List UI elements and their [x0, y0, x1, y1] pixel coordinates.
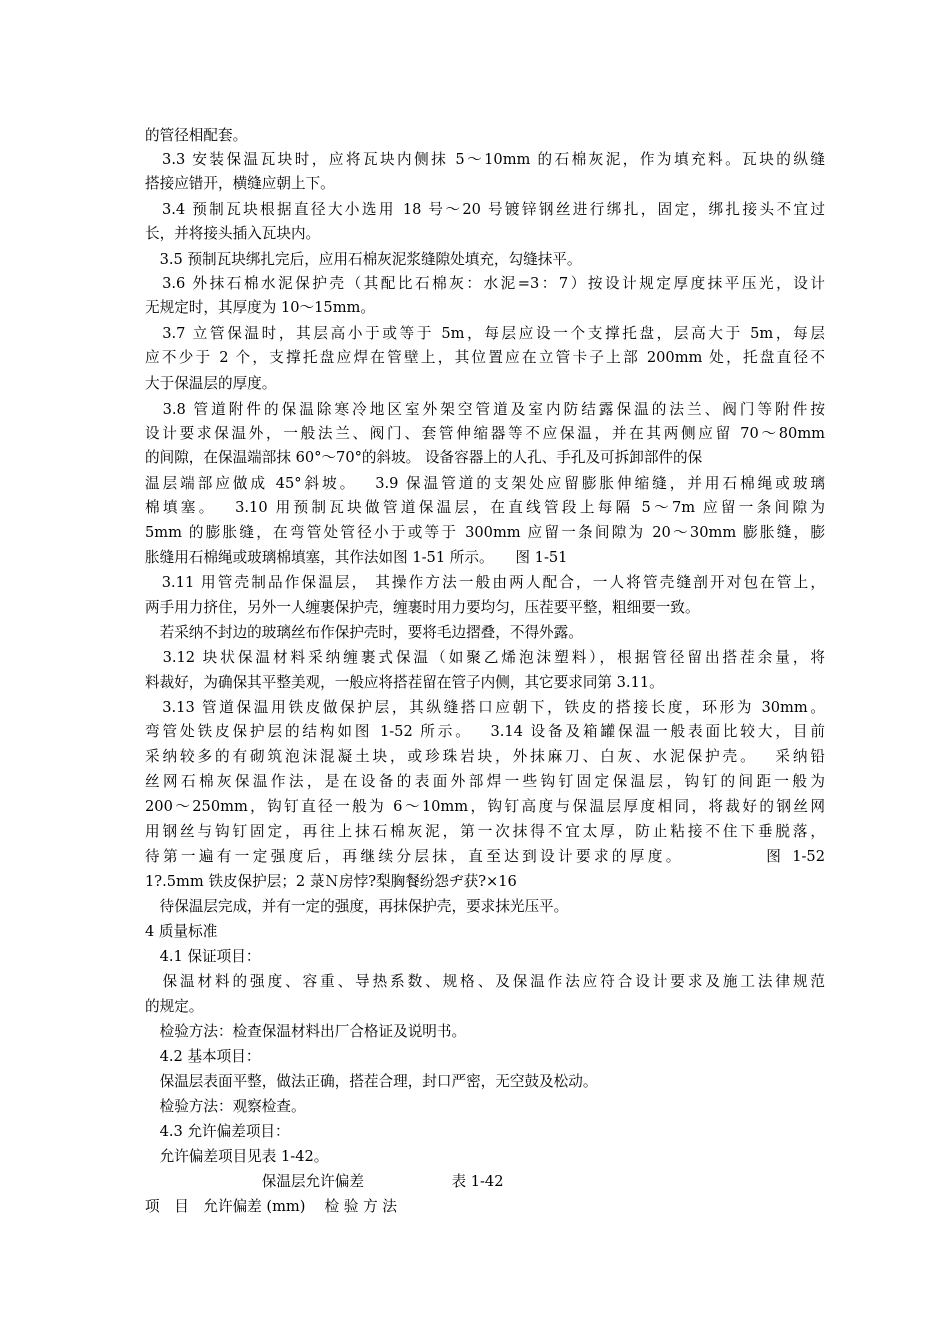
- text-line: 待保温层完成，并有一定的强度，再抹保护壳，要求抹光压平。: [145, 898, 569, 915]
- text-line: 3.7 立管保温时，其层高小于或等于 5m，每层应设一个支撑托盘，层高大于 5m，每层: [145, 325, 825, 342]
- text-line: 的规定。: [145, 998, 204, 1015]
- text-line: 检验方法：检查保温材料出厂合格证及说明书。: [145, 1023, 467, 1040]
- text-line: 待第一遍有一定强度后，再继续分层抹，直至达到设计要求的厚度。 图 1-52: [145, 848, 825, 865]
- text-line: 无规定时，其厚度为 10～15mm。: [145, 299, 375, 316]
- text-line: 1?.5mm 铁皮保护层；2 菉Ｎ房悖?梨胸餐纷怨ヂ获?×16: [145, 873, 517, 890]
- text-line: 应不少于 2 个，支撑托盘应焊在管壁上，其位置应在立管卡子上部 200mm 处，托盘直径不: [145, 349, 825, 366]
- text-line: 3.12 块状保温材料采纳缠裹式保温（如聚乙烯泡沫塑料），根据管径留出搭茬余量，将: [145, 649, 825, 666]
- section-heading: 4 质量标准: [145, 923, 218, 940]
- text-line: 3.3 安装保温瓦块时，应将瓦块内侧抹 5～10mm 的石棉灰泥，作为填充料。瓦块的纵缝: [145, 151, 825, 168]
- text-line: 若采纳不封边的玻璃丝布作保护壳时，要将毛边摺叠，不得外露。: [145, 624, 583, 641]
- text-line: 4.2 基本项目：: [145, 1048, 261, 1065]
- text-line: 的间隙，在保温端部抹 60°～70°的斜坡。 设备容器上的人孔、手孔及可拆卸部件的保: [145, 449, 703, 466]
- table-caption: 保温层允许偏差 表 1-42: [145, 1173, 504, 1190]
- text-line: 200～250mm，钩钉直径一般为 6～10mm，钩钉高度与保温层厚度相同，将裁好的钢丝网: [145, 798, 825, 815]
- text-line: 的管径相配套。: [145, 127, 248, 144]
- text-line: 采纳较多的有砌筑泡沫混凝土块，或珍珠岩块，外抹麻刀、白灰、水泥保护壳。 采纳铅: [145, 748, 825, 765]
- text-line: 4.1 保证项目：: [145, 948, 261, 965]
- text-line: 设计要求保温外，一般法兰、阀门、套管伸缩器等不应保温，并在其两侧应留 70～80mm: [145, 425, 825, 442]
- text-line: 保温材料的强度、容重、导热系数、规格、及保温作法应符合设计要求及施工法律规范: [145, 973, 825, 990]
- text-line: 4.3 允许偏差项目：: [145, 1123, 290, 1140]
- text-line: 3.11 用管壳制品作保温层， 其操作方法一般由两人配合，一人将管壳缝剖开对包在管上，: [145, 574, 825, 591]
- text-line: 两手用力挤住，另外一人缠裹保护壳，缠裹时用力要均匀，压茬要平整，粗细要一致。: [145, 599, 700, 616]
- text-line: 检验方法：观察检查。: [145, 1098, 306, 1115]
- text-line: 温层端部应做成 45°斜坡。 3.9 保温管道的支架处应留膨胀伸缩缝，并用石棉绳或玻璃: [145, 475, 825, 492]
- text-line: 3.4 预制瓦块根据直径大小选用 18 号～20 号镀锌钢丝进行绑扎，固定，绑扎接头不宜过: [145, 201, 825, 218]
- text-line: 料裁好，为确保其平整美观，一般应将搭茬留在管子内侧，其它要求同第 3.11。: [145, 674, 664, 691]
- text-line: 允许偏差项目见表 1-42。: [145, 1148, 329, 1165]
- text-line: 保温层表面平整，做法正确，搭茬合理，封口严密，无空鼓及松动。: [145, 1073, 598, 1090]
- text-line: 丝网石棉灰保温作法，是在设备的表面外部焊一些钩钉固定保温层，钩钉的间距一般为: [145, 773, 825, 790]
- text-line: 3.8 管道附件的保温除寒冷地区室外架空管道及室内防结露保温的法兰、阀门等附件按: [145, 401, 825, 418]
- table-header: 项 目 允许偏差 (mm) 检 验 方 法: [145, 1198, 397, 1215]
- text-line: 长，并将接头插入瓦块内。: [145, 225, 321, 242]
- text-line: 3.5 预制瓦块绑扎完后，应用石棉灰泥浆缝隙处填充，勾缝抹平。: [145, 251, 582, 268]
- text-line: 3.6 外抹石棉水泥保护壳（其配比石棉灰：水泥=3：7）按设计规定厚度抹平压光，设计: [145, 275, 825, 292]
- text-line: 胀缝用石棉绳或玻璃棉填塞，其作法如图 1-51 所示。 图 1-51: [145, 549, 568, 566]
- text-line: 棉填塞。 3.10 用预制瓦块做管道保温层，在直线管段上每隔 5～7m 应留一条间隙为: [145, 499, 825, 516]
- text-line: 5mm 的膨胀缝，在弯管处管径小于或等于 300mm 应留一条间隙为 20～30mm 膨胀缝，膨: [145, 524, 825, 541]
- text-line: 大于保温层的厚度。: [145, 375, 277, 392]
- text-line: 用钢丝与钩钉固定，再往上抹石棉灰泥，第一次抹得不宜太厚，防止粘接不住下垂脱落，: [145, 823, 825, 840]
- text-line: 搭接应错开，横缝应朝上下。: [145, 175, 335, 192]
- text-line: 弯管处铁皮保护层的结构如图 1-52 所示。 3.14 设备及箱罐保温一般表面比较大，目前: [145, 723, 825, 740]
- text-line: 3.13 管道保温用铁皮做保护层，其纵缝搭口应朝下，铁皮的搭接长度，环形为 30mm。: [145, 699, 825, 716]
